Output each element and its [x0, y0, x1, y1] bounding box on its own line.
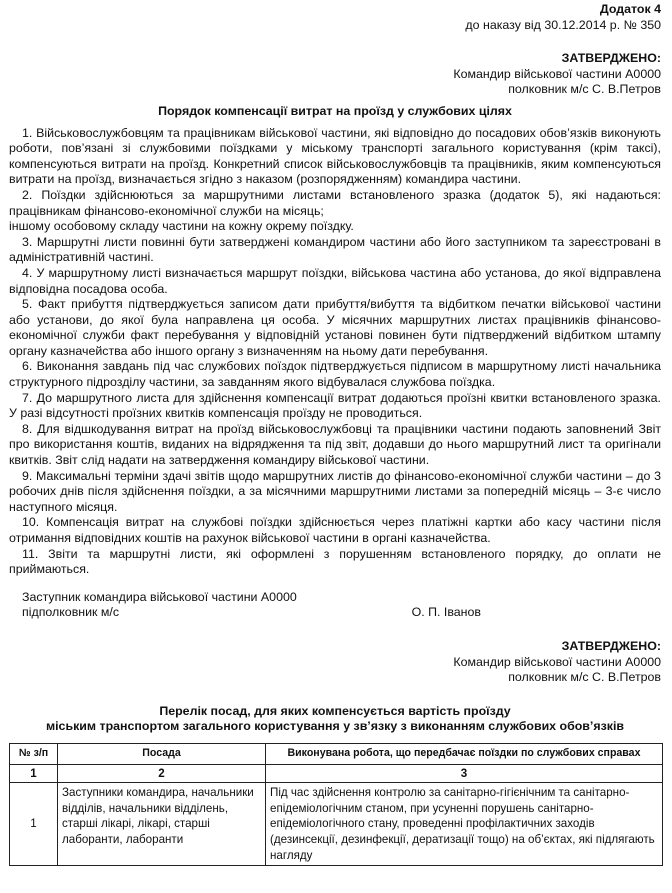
paragraph-10: 10. Компенсація витрат на службові поїздки здійснюється через платіжні картки або касу частини після отримання відповідних коштів на рахунок військової частини в органі казначейства.: [9, 515, 661, 545]
column-number-3: 3: [266, 764, 663, 783]
column-number-1: 1: [10, 764, 58, 783]
approver-position-top: Командир військової частини А0000: [453, 66, 661, 81]
signature-line: [9, 605, 661, 621]
approver-name-bottom: полковник м/с С. В.Петров: [508, 670, 661, 685]
paragraph-2: 2. Поїздки здійснюються за маршрутними листами встановленого зразка (додаток 5), які надаються: працівникам фінансово-економічної служби на місяць;: [9, 187, 661, 218]
paragraph-2-continued: іншому особовому складу частини на кожну окрему поїздку.: [9, 219, 354, 234]
signatory-rank: підполковник м/с: [22, 605, 120, 620]
paragraph-6: 6. Виконання завдань під час службових поїздок підтверджується підписом в маршрутному листі начальника структурного підрозділу частини, за завданням якого відбувалася службова поїздка.: [9, 359, 661, 390]
header-work: Виконувана робота, що передбачає поїздки по службових справах: [266, 743, 663, 764]
paragraph-list: [9, 126, 661, 578]
paragraph-8: 8. Для відшкодування витрат на проїзд військовослужбовці та працівники частини подають заповнений Звіт про використання коштів, виданих на відрядження та під звіт, додавши до нього маршрутний лист та оригінали квитків. Звіт слід надати на затвердження командиру військової частини.: [9, 421, 661, 468]
paragraph-7: 7. До маршрутного листа для здійснення компенсації витрат додаються проїзні квитки встановленого зразка. У разі відсутності проїзних квитків компенсація проїзду не проводиться.: [9, 390, 661, 421]
approved-label-top: ЗАТВЕРДЖЕНО:: [561, 51, 661, 66]
order-reference: до наказу від 30.12.2014 р. № 350: [465, 17, 661, 32]
paragraph-3: 3. Маршрутні листи повинні бути затверджені командиром частини або його заступником та зареєстровані в адміністративній частині.: [9, 234, 661, 265]
table-header-row: [10, 743, 663, 764]
positions-table: [9, 743, 663, 866]
paragraph-4: 4. У маршрутному листі визначається маршрут поїздки, військова частина або установа, до якої відправлена відповідна посадова особа.: [9, 265, 661, 296]
table-column-numbers-row: [10, 764, 663, 783]
table-row: [10, 783, 663, 866]
row-work: Під час здійснення контролю за санітарно-гігієнічним та санітарно-епідеміологічним станом, при усуненні порушень санітарно-епідеміологічного стану, проведенні профілактичних заходів (дезинсекції, дезинфекції, дератизації тощо) на об’єктах, які підлягають нагляду: [266, 783, 663, 866]
paragraph-9: 9. Максимальні терміни здачі звітів щодо маршрутних листів до фінансово-економічної служби частини – до 3 робочих днів після здійснення поїздки, а за місячними маршрутними листами за попередній місяць – 3-є число наступного місяця.: [9, 468, 661, 514]
appendix-label: Додаток 4: [599, 2, 661, 16]
row-number: 1: [10, 783, 58, 866]
paragraph-1: 1. Військовослужбовцям та працівникам військової частини, які відповідно до посадових обов’язків виконують роботи, пов’язані зі службовими поїздками у міському транспорті загального користування (крім таксі), компенсуються витрати на проїзд. Конкретний список військовослужбовців та працівників, яким компенсуються витрати на проїзд, визначається згідно з наказом (розпорядженням) командира частини.: [9, 125, 661, 187]
row-position: Заступники командира, начальники відділів, начальники відділень, старші лікарі, лікарі, старші лаборанти, лаборанти: [58, 783, 266, 866]
paragraph-5: 5. Факт прибуття підтверджується записом дати прибуття/вибуття та відбитком печатки військової частини або установи, до якої була направлена ця особа. У місячних маршрутних листах працівників фінансово-економічної служби факт перебування у відповідній установі повинен бути підтверджений відбитком штампу органу казначейства або іншого органу з визначенням на ньому дати перебування.: [9, 297, 661, 358]
document-page: [9, 0, 661, 866]
list-title-line-2: міським транспортом загального користування у зв’язку з виконанням службових обов’язків: [45, 719, 625, 734]
list-title-line-1: Перелік посад, для яких компенсується вартість проїзду: [159, 703, 511, 718]
signatory-name: О. П. Іванов: [411, 605, 481, 620]
paragraph-11: 11. Звіти та маршрутні листи, які оформлені з порушенням встановленого порядку, до оплати не приймаються.: [9, 546, 661, 577]
header-position: Посада: [58, 743, 266, 764]
column-number-2: 2: [58, 764, 266, 783]
approved-label-bottom: ЗАТВЕРДЖЕНО:: [561, 638, 661, 653]
document-title: Порядок компенсації витрат на проїзд у службових цілях: [158, 103, 512, 118]
approver-name-top: полковник м/с С. В.Петров: [508, 82, 661, 97]
approver-position-bottom: Командир військової частини А0000: [453, 654, 661, 669]
signatory-position: Заступник командира військової частини А0000: [22, 589, 297, 604]
header-number: № з/п: [10, 743, 58, 764]
